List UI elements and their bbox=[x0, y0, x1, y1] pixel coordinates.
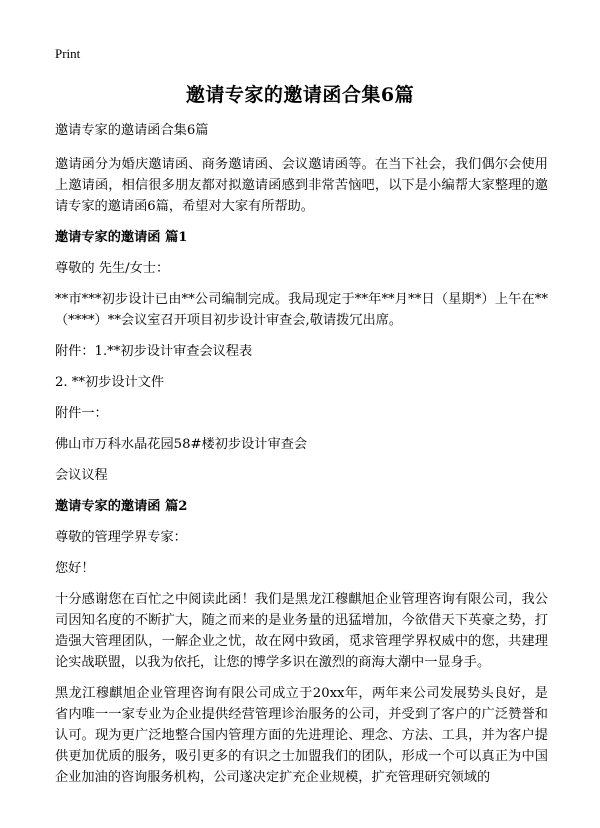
paragraph: 黑龙江穆麒旭企业管理咨询有限公司成立于20xx年，两年来公司发展势头良好，是省内唯一一家专业为企业提供经营管理诊治服务的公司，并受到了客户的广泛赞誉和认可。现为更广泛地整合国内管理方面的先进理论、理念、方法、工具，并为客户提供更加优质的服务，吸引更多的有识之士加盟我们的团队，形成一个可以真正为中国企业加油的咨询服务机构，公司遂决定扩充企业规模，扩充管理研究领域的 bbox=[55, 686, 548, 785]
paragraph: 佛山市万科水晶花园58#楼初步设计审查会 bbox=[55, 437, 308, 452]
paragraph: 会议议程 bbox=[55, 468, 108, 483]
intro-title: 邀请专家的邀请函合集6篇 bbox=[55, 123, 209, 138]
paragraph: 十分感谢您在百忙之中阅读此函！我们是黑龙江穆麒旭企业管理咨询有限公司，我公司因知名度的不断扩大，随之而来的是业务量的迅猛增加，今欲借天下英豪之势，打造强大管理团队，一解企业之忧，故在网中致函，觅求管理学界权威中的您，共建理论实战联盟，以我为依托，让您的博学多识在激烈的商海大潮中一显身手。 bbox=[55, 592, 548, 670]
paragraph: 附件：1.**初步设计审查会议程表 bbox=[55, 344, 253, 359]
section-heading-1: 邀请专家的邀请函 篇1 bbox=[55, 230, 188, 245]
intro-paragraph: 邀请函分为婚庆邀请函、商务邀请函、会议邀请函等。在当下社会，我们偶尔会使用上邀请函，相信很多朋友都对拟邀请函感到非常苦恼吧，以下是小编帮大家整理的邀请专家的邀请函6篇，希望对大家有所帮助。 bbox=[55, 157, 548, 214]
section-heading-2: 邀请专家的邀请函 篇2 bbox=[55, 499, 188, 514]
print-link[interactable]: Print bbox=[55, 46, 81, 61]
paragraph: 2. **初步设计文件 bbox=[55, 375, 165, 390]
paragraph: **市***初步设计已由**公司编制完成。我局现定于**年**月**日（星期*）上午在**（****）**会议室召开项目初步设计审查会,敬请拨冗出席。 bbox=[55, 292, 548, 328]
paragraph: 您好！ bbox=[55, 561, 95, 576]
article-body bbox=[55, 120, 548, 798]
page-title: 邀请专家的邀请函合集6篇 bbox=[185, 84, 415, 106]
paragraph: 尊敬的管理学界专家： bbox=[55, 530, 187, 545]
paragraph: 附件一： bbox=[55, 406, 108, 421]
paragraph: 尊敬的 先生/女士： bbox=[55, 261, 170, 276]
